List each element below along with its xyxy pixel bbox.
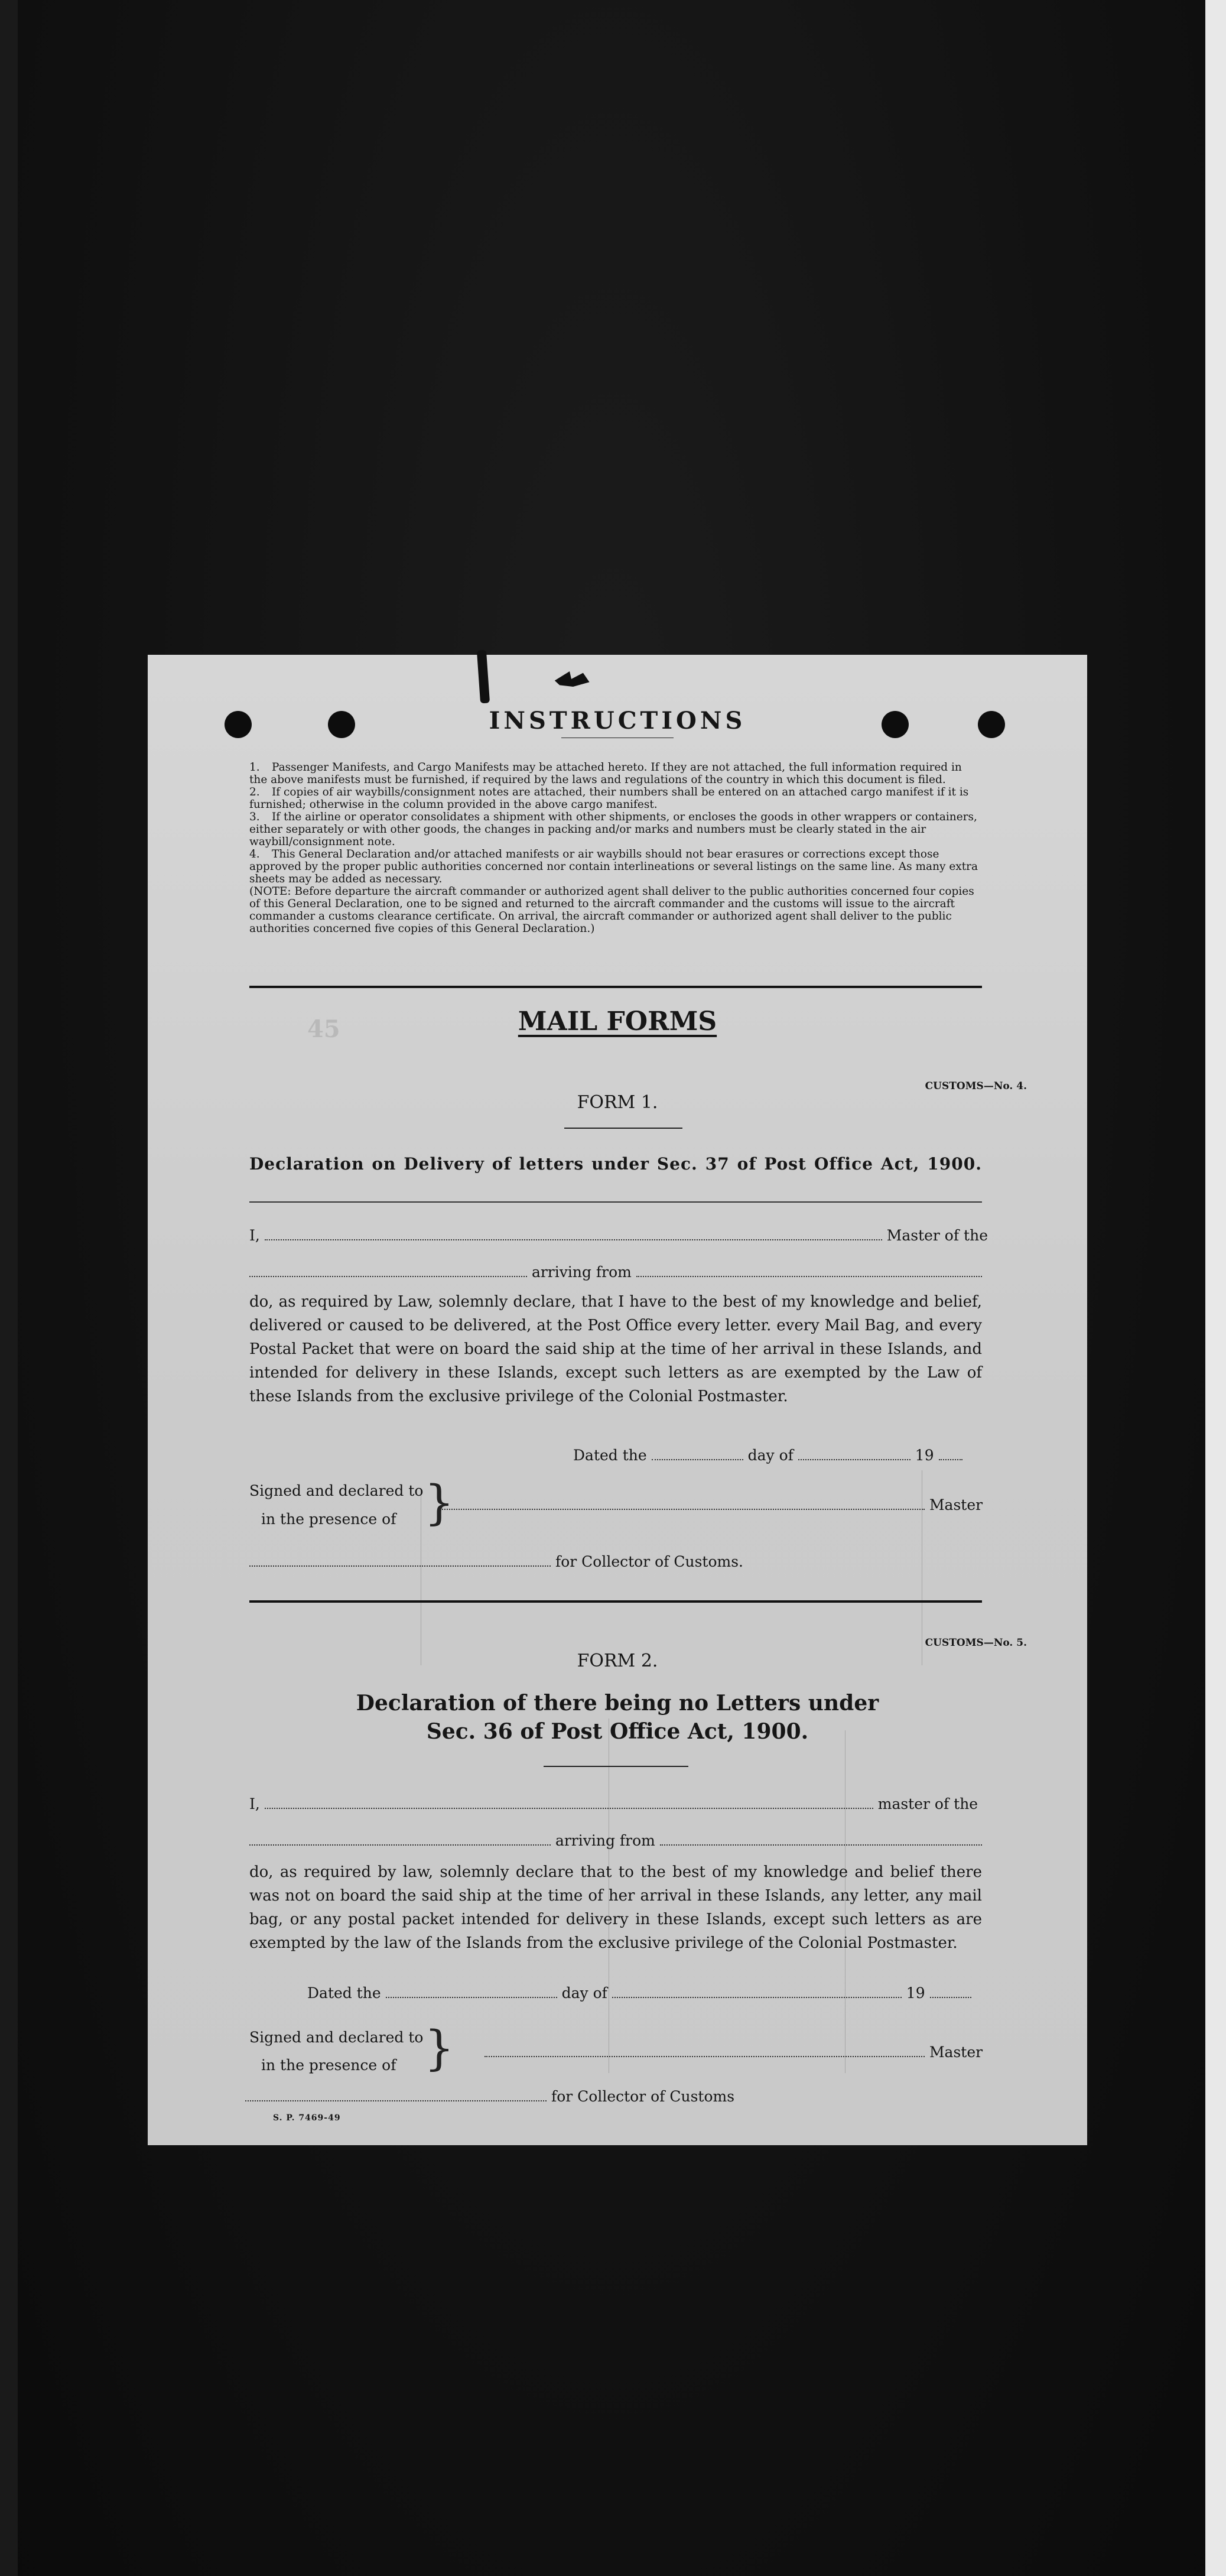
form1-master-label: Master bbox=[929, 1496, 983, 1513]
form2-master-signature-field[interactable] bbox=[484, 2044, 925, 2057]
form1-ship-name-field[interactable] bbox=[249, 1264, 527, 1277]
form1-title-rule bbox=[564, 1128, 682, 1129]
form2-year-field[interactable] bbox=[930, 1985, 971, 1998]
instruction-item: 4. This General Declaration and/or attached manifests or air waybills should not bear erasures or corrections except those approved by the proper public authorities concerned nor contain interlineations or several listings on the same line. As many extra sheets may be added as necessary. bbox=[249, 848, 978, 885]
mail-forms-title: MAIL FORMS bbox=[518, 1006, 717, 1037]
form1-signed-label-1: Signed and declared to bbox=[249, 1482, 424, 1499]
form1-for-collector-label: for Collector of Customs. bbox=[555, 1553, 744, 1570]
customs-reference: CUSTOMS—No. 4. bbox=[925, 1080, 1027, 1092]
form2-ship-name-field[interactable] bbox=[249, 1833, 551, 1846]
form2-collector-signature-field[interactable] bbox=[245, 2088, 547, 2101]
form1-declaration-body: do, as required by Law, solemnly declare, that I have to the best of my knowledge and belief, delivered or caused to be delivered, at the Post Office every letter. every Mail Bag, and every Postal Packet that were on board the said ship at the time of her arrival in these Islands, and intended for delivery in these Islands, except such letters as are exempted by the Law of these Islands from the exclusive privilege of the Colonial Postmaster. bbox=[249, 1293, 982, 1405]
film-edge-left bbox=[0, 0, 18, 2576]
form2-arriving-from-label: arriving from bbox=[555, 1832, 655, 1849]
form1-day-of-label: day of bbox=[747, 1447, 794, 1464]
form2-collector-line bbox=[245, 2088, 978, 2105]
staple-mark bbox=[477, 650, 490, 704]
form1-year-field[interactable] bbox=[939, 1447, 962, 1460]
form1-signed-label-2: in the presence of bbox=[261, 1510, 396, 1528]
form2-for-collector-label: for Collector of Customs bbox=[551, 2088, 735, 2105]
form1-master-line bbox=[249, 1227, 988, 1244]
section-divider bbox=[249, 986, 982, 988]
form2-date-day-field[interactable] bbox=[386, 1985, 557, 1998]
form1-collector-signature-field[interactable] bbox=[249, 1554, 551, 1567]
form2-day-of-label: day of bbox=[561, 1984, 607, 2002]
form1-date-month-field[interactable] bbox=[798, 1447, 910, 1460]
faint-stamp-number: 45 bbox=[307, 1015, 340, 1043]
instruction-item: 3. If the airline or operator consolidates a shipment with other shipments, or encloses the goods in other wrappers or containers, either separately or with other goods, the changes in packing and/or marks and numbers must be clearly stated in the air waybill/consignment note. bbox=[249, 811, 977, 848]
form2-declaration-heading-1: Declaration of there being no Letters under bbox=[356, 1691, 879, 1716]
instructions-title: INSTRUCTIONS bbox=[489, 707, 746, 735]
form1-year-prefix: 19 bbox=[915, 1447, 934, 1464]
print-code: S. P. 7469-49 bbox=[273, 2113, 341, 2123]
form2-arriving-from-field[interactable] bbox=[660, 1833, 982, 1846]
form2-dated-line bbox=[307, 1984, 982, 2002]
form1-master-name-field[interactable] bbox=[265, 1227, 882, 1240]
form2-i-label: I, bbox=[249, 1795, 260, 1812]
form2-declaration-body: do, as required by law, solemnly declare that to the best of my knowledge and belief there was not on board the said ship at the time of her arrival in these Islands, any letter, any mail bag, or any postal packet intended for delivery in these Islands, except such letters as are exempted by the law of the Islands from the exclusive privilege of the Colonial Postmaster. bbox=[249, 1863, 982, 1952]
form2-master-label: Master bbox=[929, 2044, 983, 2061]
ink-mark bbox=[552, 671, 594, 687]
document-page bbox=[148, 655, 1087, 2145]
instructions-list bbox=[249, 761, 982, 935]
form2-arriving-line bbox=[249, 1832, 982, 1849]
form2-title: FORM 2. bbox=[577, 1651, 658, 1671]
film-edge-right bbox=[1205, 0, 1226, 2576]
instruction-item: 1. Passenger Manifests, and Cargo Manifests may be attached hereto. If they are not attached, the full information required in the above manifests must be furnished, if required by the laws and regulations of the country in which this document is filed. bbox=[249, 761, 962, 786]
form2-master-line bbox=[249, 1795, 982, 1812]
form1-declaration-heading: Declaration on Delivery of letters under Sec. 37 of Post Office Act, 1900. bbox=[249, 1154, 982, 1174]
form2-declaration-heading-2: Sec. 36 of Post Office Act, 1900. bbox=[426, 1719, 809, 1744]
form1-i-label: I, bbox=[249, 1227, 260, 1244]
form1-arriving-from-field[interactable] bbox=[636, 1264, 982, 1277]
form2-signed-label-2: in the presence of bbox=[261, 2057, 396, 2074]
brace-icon: } bbox=[424, 1475, 454, 1530]
instruction-note: (NOTE: Before departure the aircraft commander or authorized agent shall deliver to the public authorities concerned four copies of this General Declaration, one to be signed and returned to the aircraft commander and the customs will issue to the aircraft commander a customs clearance certificate. On arrival, the aircraft commander or authorized agent shall deliver to the public authorities concerned five copies of this General Declaration.) bbox=[249, 885, 974, 935]
instruction-item: 2. If copies of air waybills/consignment notes are attached, their numbers shall be entered on an attached cargo manifest if it is furnished; otherwise in the column provided in the above cargo manifest. bbox=[249, 786, 969, 811]
form1-heading-rule bbox=[249, 1201, 982, 1203]
form2-title-rule bbox=[544, 1766, 688, 1767]
form1-master-signature-field[interactable] bbox=[440, 1497, 925, 1510]
customs-reference: CUSTOMS—No. 5. bbox=[925, 1637, 1027, 1649]
form2-signed-label-1: Signed and declared to bbox=[249, 2029, 424, 2046]
form1-arriving-from-label: arriving from bbox=[531, 1263, 632, 1281]
form2-dated-the-label: Dated the bbox=[307, 1984, 381, 2002]
form1-arriving-line bbox=[249, 1263, 982, 1281]
form1-master-sign-line bbox=[440, 1496, 982, 1513]
form2-master-sign-line bbox=[484, 2044, 982, 2061]
form1-dated-line bbox=[573, 1447, 982, 1464]
form1-dated-the-label: Dated the bbox=[573, 1447, 647, 1464]
form-divider bbox=[249, 1600, 982, 1603]
form1-date-day-field[interactable] bbox=[652, 1447, 743, 1460]
form1-collector-line bbox=[249, 1553, 982, 1570]
form2-date-month-field[interactable] bbox=[612, 1985, 902, 1998]
form2-master-of-the: master of the bbox=[877, 1795, 978, 1812]
brace-icon: } bbox=[424, 2020, 454, 2075]
form2-master-name-field[interactable] bbox=[265, 1796, 873, 1809]
form1-title: FORM 1. bbox=[577, 1092, 658, 1113]
form1-master-of-the: Master of the bbox=[886, 1227, 988, 1244]
form2-year-prefix: 19 bbox=[906, 1984, 925, 2002]
